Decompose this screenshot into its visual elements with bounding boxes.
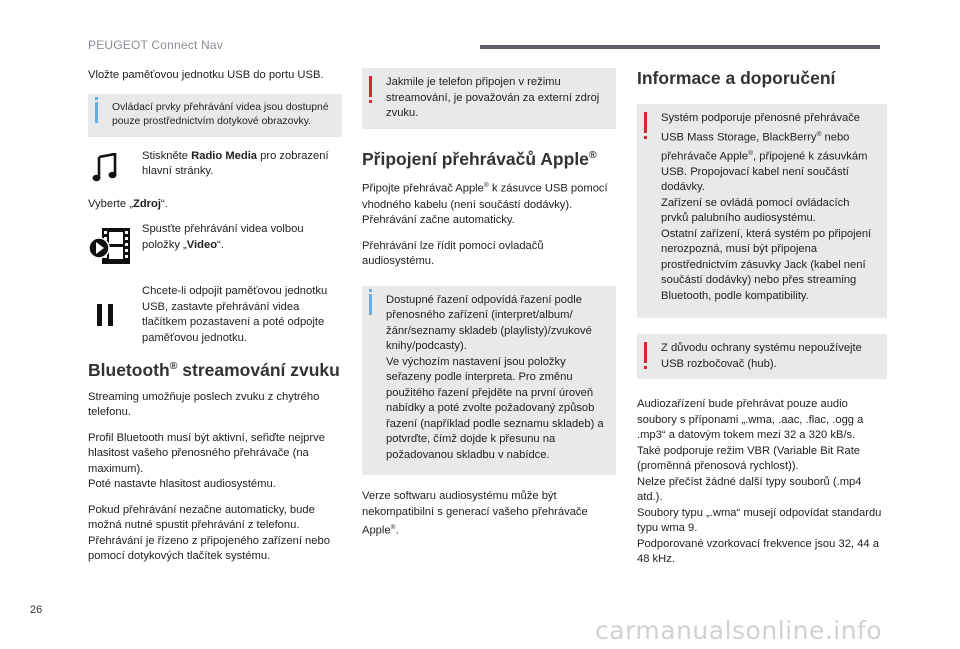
music-note-icon <box>88 151 122 185</box>
select-post: “. <box>160 197 168 210</box>
formats-3: Nelze přečíst žádné další typy souborů (.mp4 atd.). <box>637 475 862 504</box>
bt2-line1: Profil Bluetooth musí být aktivní, seřiďte nejprve hlasitost vašeho přenosného přehrávače (na maximum). <box>88 431 325 475</box>
support-mid: nebo přehrávače Apple <box>661 131 850 163</box>
watermark-text: carmanualsonline.info <box>595 616 883 645</box>
apple1-sup: ® <box>483 182 489 190</box>
video-bold: Video <box>186 238 218 251</box>
sort-text-2: Ve výchozím nastavení jsou položky seřazeny podle interpreta. Pro změnu použitého řazení přejděte na první úroveň nabídky a poté zvolte požadovaný způsob řazení (například podle seznamu skladeb) a potvrďte, čímž dojde k přesunu na požadovanou skladbu v nabídce. <box>386 355 604 461</box>
warning-icon <box>369 76 372 97</box>
paragraph-insert-usb: Vložte paměťovou jednotku USB do portu USB. <box>88 69 324 81</box>
bt2-line2: Poté nastavte hlasitost audiosystému. <box>88 478 276 491</box>
info-note-text: Ovládací prvky přehrávání videa jsou dostupné pouze prostřednictvím dotykové obrazovky. <box>112 101 329 127</box>
apple1-line2: Přehrávání začne automaticky. <box>362 214 515 227</box>
paragraph-bt-3 <box>88 503 342 565</box>
apple-heading-sup: ® <box>588 148 597 161</box>
support-pre: Systém podporuje přenosné přehrávače USB Mass Storage, BlackBerry <box>661 112 861 144</box>
info-note-sorting <box>362 286 616 476</box>
version-post: . <box>395 524 399 537</box>
warning-icon <box>644 112 647 133</box>
sort-text-1: Dostupné řazení odpovídá řazení podle přenosného zařízení (interpret/album/žánr/seznamy skladeb (playlisty)/zvukové knihy/podcasty). <box>386 293 592 353</box>
bt-heading-sup: ® <box>169 360 178 372</box>
support-post: , připojené k zásuvkám USB. Propojovací kabel není součástí dodávky. <box>661 150 868 194</box>
hub-text: Z důvodu ochrany systému nepoužívejte USB rozbočovač (hub). <box>661 342 862 370</box>
paragraph-bt-1: Streaming umožňuje poslech zvuku z chytrého telefonu. <box>88 390 320 419</box>
support-sup2: ® <box>748 149 754 157</box>
formats-1: Audiozařízení bude přehrávat pouze audio soubory s příponami „.wma, .aac, .flac, .ogg a .mp3“ a datovým tokem mezi 32 a 320 kB/s. <box>637 398 864 442</box>
bt-heading-pre: Bluetooth <box>88 359 170 380</box>
heading-bluetooth-streaming <box>88 356 342 380</box>
warning-note-text: Jakmile je telefon připojen v režimu streamování, je považován za externí zdroj zvuku. <box>386 76 600 119</box>
step-text-pre: Stiskněte <box>142 149 192 162</box>
warning-note-phone <box>362 68 616 129</box>
bt-heading-post: streamování zvuku <box>177 359 340 380</box>
support-sup1: ® <box>816 130 822 138</box>
paragraph-version <box>362 489 616 539</box>
paragraph-bt-2 <box>88 431 342 493</box>
warning-note-support <box>637 104 887 318</box>
paragraph-select-source <box>88 197 342 213</box>
heading-info-recommendations: Informace a doporučení <box>637 68 836 88</box>
video-post: “. <box>217 238 224 251</box>
warning-icon <box>644 342 647 363</box>
formats-4: Soubory typu „.wma“ musejí odpovídat standardu typu wma 9. <box>637 506 882 535</box>
formats-2: Také podporuje režim VBR (Variable Bit Rate (proměnná přenosová rychlost)). <box>637 444 861 473</box>
page-header-title: PEUGEOT Connect Nav <box>88 38 223 52</box>
step-text-bold: Radio Media <box>191 149 258 162</box>
column-right <box>637 68 887 578</box>
info-icon <box>369 294 372 315</box>
step-text-post: pro zobrazení hlavní stránky. <box>142 149 329 177</box>
bt3-line1: Pokud přehrávání nezačne automaticky, bude možná nutné spustit přehrávání z telefonu. <box>88 503 315 532</box>
info-icon <box>95 102 98 123</box>
page-number: 26 <box>30 604 43 616</box>
column-middle <box>362 68 616 549</box>
column-left <box>88 68 342 575</box>
video-film-icon <box>88 224 132 268</box>
support-text-3: Ostatní zařízení, která systém po připojení nerozpozná, musí být připojena prostřednictvím zásuvky Jack (kabel není součástí dodávky) nebo přes streaming Bluetooth, podle kompatibility. <box>661 227 872 302</box>
bt3-line2: Přehrávání je řízeno z připojeného zařízení nebo pomocí dotykových tlačítek systému. <box>88 534 330 563</box>
pause-text: Chcete-li odpojit paměťovou jednotku USB, zastavte přehrávání videa tlačítkem pozastavení a poté odpojte paměťovou jednotku. <box>142 285 328 344</box>
formats-5: Podporované vzorkovací frekvence jsou 32, 44 a 48 kHz. <box>637 537 879 566</box>
video-pre: Spusťte přehrávání videa volbou položky „ <box>142 223 304 251</box>
version-sup: ® <box>390 524 396 532</box>
heading-apple-players <box>362 145 616 169</box>
apple1-pre: Připojte přehrávač Apple <box>362 183 484 196</box>
apple1-post: k zásuvce USB pomocí vhodného kabelu (není součástí dodávky). <box>362 183 608 211</box>
step-video <box>88 222 342 270</box>
paragraph-formats <box>637 397 887 568</box>
version-pre: Verze softwaru audiosystému může být nekompatibilní s generací vašeho přehrávače Apple <box>362 490 588 537</box>
paragraph-apple-2: Přehrávání lze řídit pomocí ovladačů audiosystému. <box>362 239 544 268</box>
apple-heading-text: Připojení přehrávačů Apple <box>362 148 589 169</box>
paragraph-apple-1 <box>362 178 616 228</box>
pause-icon <box>88 298 122 332</box>
step-radio-media <box>88 149 342 187</box>
page-header-bar <box>480 45 880 49</box>
warning-note-hub <box>637 334 887 379</box>
select-pre: Vyberte „ <box>88 197 133 210</box>
select-bold: Zdroj <box>132 197 161 210</box>
step-pause <box>88 284 342 346</box>
info-note-controls <box>88 94 342 137</box>
support-text-2: Zařízení se ovládá pomocí ovládacích prvků palubního audiosystému. <box>661 196 850 225</box>
